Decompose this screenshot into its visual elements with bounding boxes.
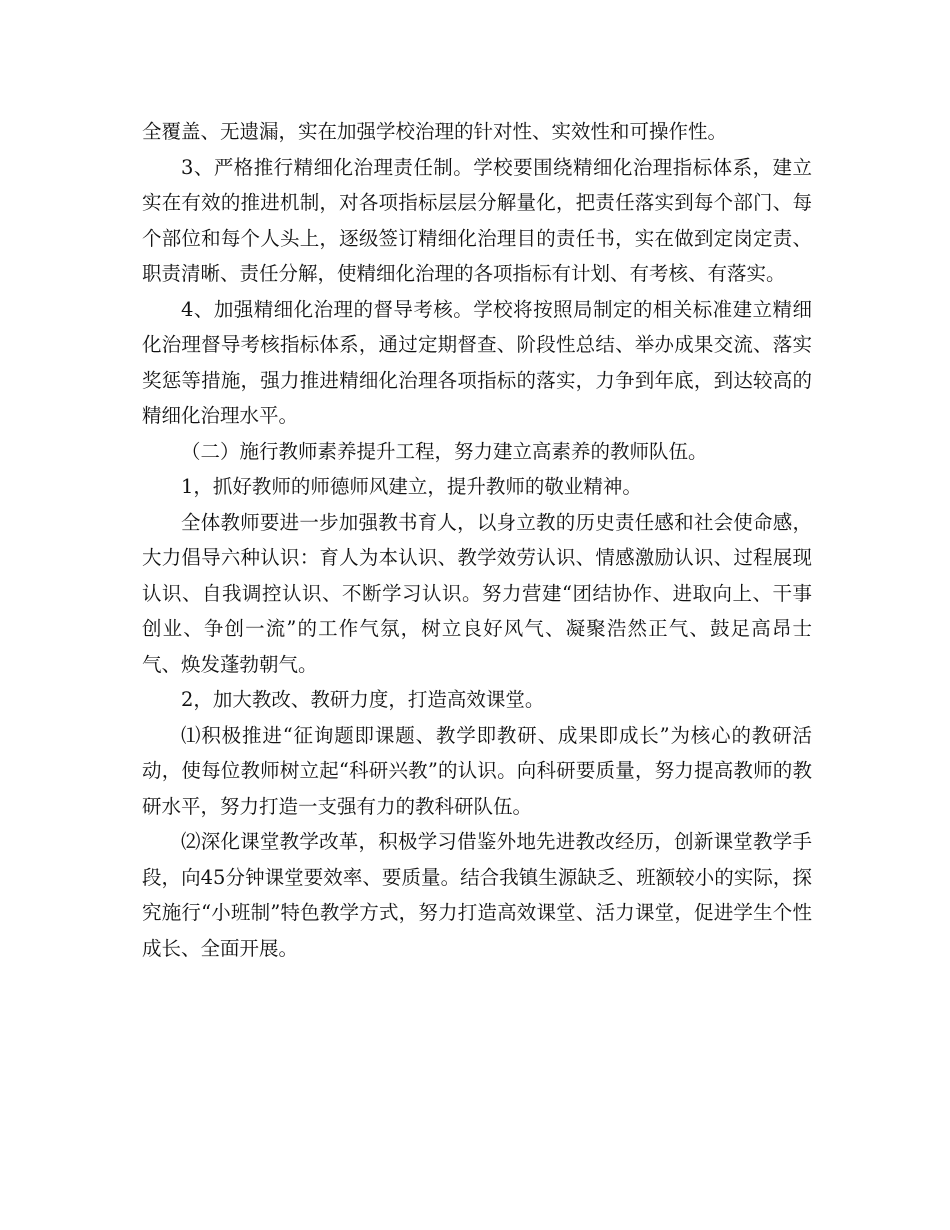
section-heading: （二）施行教师素养提升工程，努力建立高素养的教师队伍。: [181, 439, 708, 463]
paragraph-9: ⑵深化课堂教学改革，积极学习借鉴外地先进教改经历，创新课堂教学手段，向45分钟课堂要效率、要质量。结合我镇生源缺乏、班额较小的实际，探究施行“小班制”特色教学方式，努力打造高效课堂、活力课堂，促进学生个性成长、全面开展。: [142, 830, 812, 960]
subheading-1: 1，抓好教师的师德师风建立，提升教师的敬业精神。: [181, 475, 642, 498]
paragraph-8: ⑴积极推进“征询题即课题、教学即教研、成果即成长”为核心的教研活动，使每位教师树立起“科研兴教”的认识。向科研要质量，努力提高教师的教研水平，努力打造一支强有力的教科研队伍。: [142, 723, 812, 818]
paragraph-3: 4、加强精细化治理的督导考核。学校将按照局制定的相关标准建立精细化治理督导考核指标体系，通过定期督查、阶段性总结、举办成果交流、落实奖惩等措施，强力推进精细化治理各项指标的落实，力争到年底，到达较高的精细化治理水平。: [142, 297, 812, 427]
paragraph-2: 3、严格推行精细化治理责任制。学校要围绕精细化治理指标体系，建立实在有效的推进机制，对各项指标层层分解量化，把责任落实到每个部门、每个部位和每个人头上，逐级签订精细化治理目的责任书，实在做到定岗定责、职责清晰、责任分解，使精细化治理的各项指标有计划、有考核、有落实。: [142, 155, 812, 285]
paragraph-6: 全体教师要进一步加强教书育人，以身立教的历史责任感和社会使命感，大力倡导六种认识：育人为本认识、教学效劳认识、情感激励认识、过程展现认识、自我调控认识、不断学习认识。努力营建“团结协作、进取向上、干事创业、争创一流”的工作气氛，树立良好风气、凝聚浩然正气、鼓足高昂士气、焕发蓬勃朝气。: [142, 510, 812, 676]
document-body: [142, 114, 812, 966]
paragraph-1: 全覆盖、无遗漏，实在加强学校治理的针对性、实效性和可操作性。: [142, 120, 728, 143]
subheading-2: 2，加大教改、教研力度，打造高效课堂。: [181, 688, 545, 711]
